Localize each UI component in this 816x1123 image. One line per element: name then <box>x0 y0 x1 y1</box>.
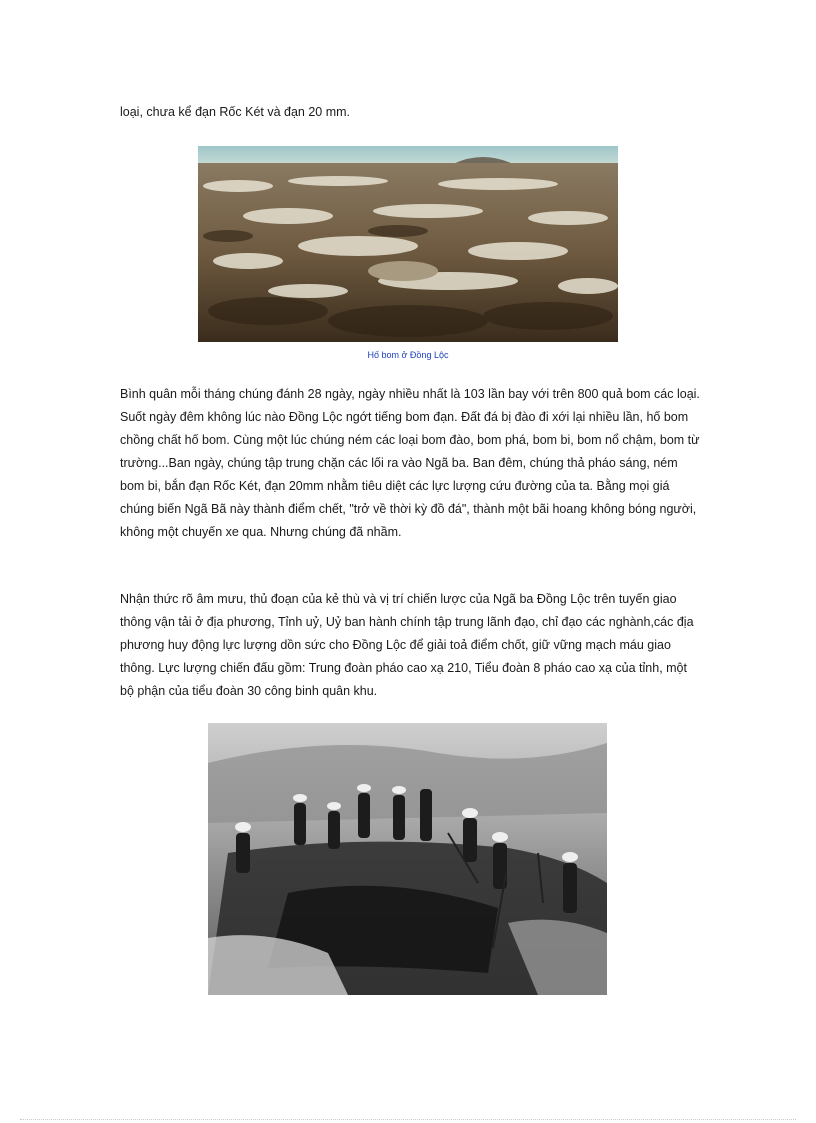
intro-line: loại, chưa kể đạn Rốc Két và đạn 20 mm. <box>120 105 351 119</box>
page-bottom-rule <box>20 1119 796 1120</box>
photo-caption: Hố bom ở Đồng Lộc <box>367 350 449 360</box>
workers-photo <box>208 723 607 995</box>
paragraph-2: Nhận thức rõ âm mưu, thủ đoạn của kẻ thù và vị trí chiến lược của Ngã ba Đồng Lộc trên tuyến giao thông vận tải ở địa phương, Tỉnh uỷ, Uỷ ban hành chính tập trung lãnh đạo, chỉ đạo các nghành,các địa phương huy động lực lượng dồn sức cho Đồng Lộc để giải toả điểm chốt, giữ vững mạch máu giao thông. Lực lượng chiến đấu gồm: Trung đoàn pháo cao xạ 210, Tiểu đoàn 8 pháo cao xạ của tỉnh, một bộ phận của tiểu đoàn 30 công binh quân khu. <box>120 592 694 698</box>
paragraph-1: Bình quân mỗi tháng chúng đánh 28 ngày, ngày nhiều nhất là 103 lần bay với trên 800 quả bom các loại. Suốt ngày đêm không lúc nào Đồng Lộc ngớt tiếng bom đạn. Đất đá bị đào đi xới lại nhiều lần, hố bom chồng chất hố bom. Cùng một lúc chúng ném các loại bom đào, bom phá, bom bi, bom nổ chậm, bom từ trường...Ban ngày, chúng tập trung chặn các lối ra vào Ngã ba. Ban đêm, chúng thả pháo sáng, ném bom bi, bắn đạn Rốc Két, đạn 20mm nhằm tiêu diệt các lực lượng cứu đường của ta. Bằng mọi giá chúng biến Ngã Bã này thành điểm chết, "trở về thời kỳ đồ đá", thành một bãi hoang không bóng người, không một chuyến xe qua. Nhưng chúng đã nhầm. <box>120 387 700 539</box>
bomb-crater-photo <box>198 146 618 342</box>
